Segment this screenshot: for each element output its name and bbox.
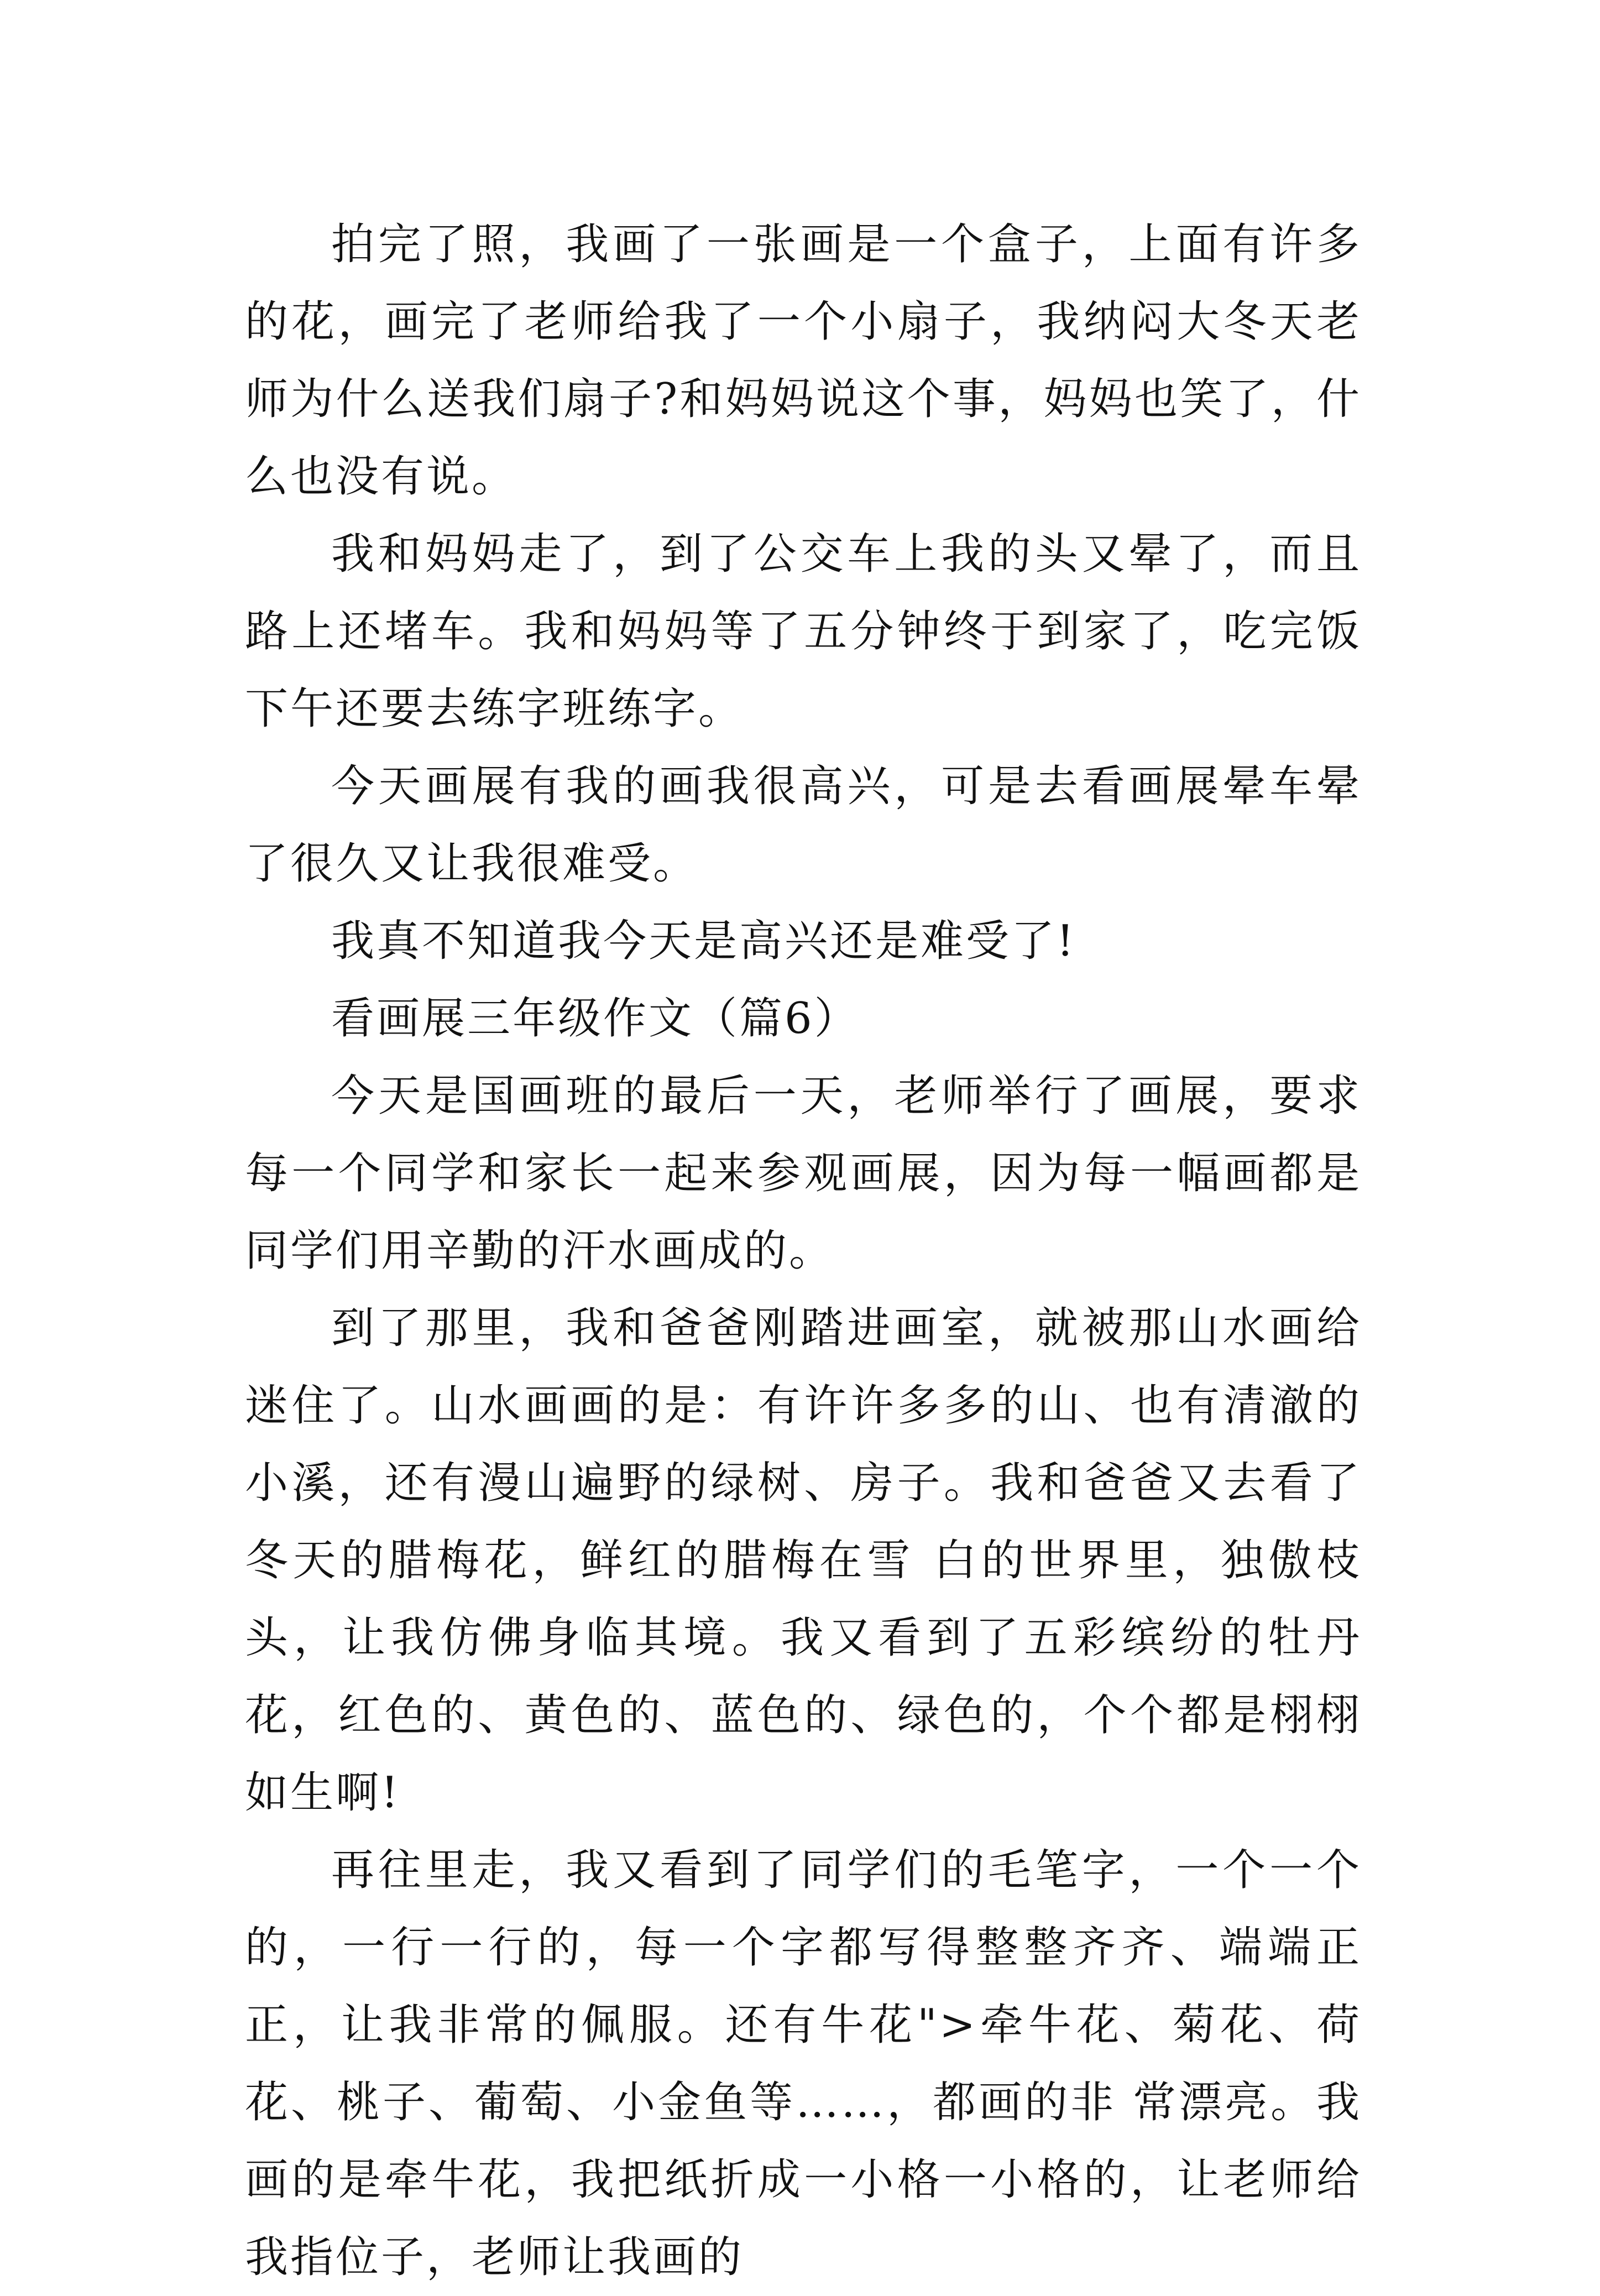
paragraph-6: 到了那里，我和爸爸刚踏进画室，就被那山水画给迷住了。山水画画的是：有许许多多的山、也有清澈的小溪，还有漫山遍野的绿树、房子。我和爸爸又去看了冬天的腊梅花，鲜红的腊梅在雪 白的世界里，独傲枝头，让我仿佛身临其境。我又看到了五彩缤纷的牡丹花，红色的、黄色的、蓝色的、绿色的，个个都是栩栩如生啊! — [245, 1303, 1362, 1818]
paragraph-3: 今天画展有我的画我很高兴，可是去看画展晕车晕了很久又让我很难受。 — [245, 761, 1362, 889]
paragraph-4: 我真不知道我今天是高兴还是难受了! — [331, 916, 1076, 966]
section-heading: 看画展三年级作文（篇6） — [331, 994, 860, 1043]
paragraph-2: 我和妈妈走了，到了公交车上我的头又晕了，而且路上还堵车。我和妈妈等了五分钟终于到家了，吃完饭下午还要去练字班练字。 — [245, 529, 1362, 734]
document-body — [245, 206, 1362, 2296]
paragraph-5: 今天是国画班的最后一天，老师举行了画展，要求每一个同学和家长一起来参观画展，因为每一幅画都是同学们用辛勤的汗水画成的。 — [245, 1071, 1362, 1276]
paragraph-1: 拍完了照，我画了一张画是一个盒子，上面有许多的花，画完了老师给我了一个小扇子，我纳闷大冬天老师为什么送我们扇子?和妈妈说这个事，妈妈也笑了，什么也没有说。 — [245, 220, 1362, 502]
paragraph-7: 再往里走，我又看到了同学们的毛笔字，一个一个的，一行一行的，每一个字都写得整整齐齐、端端正正，让我非常的佩服。还有牛花">牵牛花、菊花、荷花、桃子、葡萄、小金鱼等……，都画的非 常漂亮。我画的是牵牛花，我把纸折成一小格一小格的，让老师给我指位子，老师让我画的 — [245, 1845, 1362, 2282]
